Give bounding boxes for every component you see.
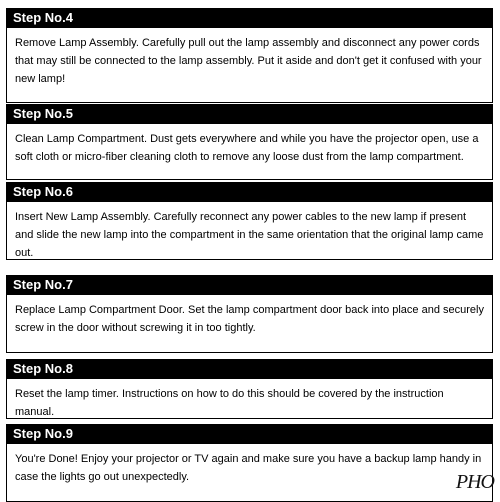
- step-6-text: Insert New Lamp Assembly. Carefully reconnect any power cables to the new lamp if present and slide the new lamp into the compartment in the same orientation that the original lamp came out.: [6, 202, 493, 260]
- brand-logo: PHO: [455, 471, 494, 493]
- step-7: [6, 275, 493, 353]
- step-8-text: Reset the lamp timer. Instructions on how to do this should be covered by the instruction manual.: [6, 379, 493, 419]
- step-6-title: Step No.6: [6, 182, 493, 202]
- step-7-text: Replace Lamp Compartment Door. Set the lamp compartment door back into place and securely screw in the door without screwing it in too tightly.: [6, 295, 493, 353]
- step-9: [6, 424, 493, 502]
- step-9-title: Step No.9: [6, 424, 493, 444]
- step-4-text: Remove Lamp Assembly. Carefully pull out the lamp assembly and disconnect any power cords that may still be connected to the lamp assembly. Put it aside and don't get it confused with your new lamp!: [6, 28, 493, 103]
- step-8-title: Step No.8: [6, 359, 493, 379]
- step-9-text: You're Done! Enjoy your projector or TV again and make sure you have a backup lamp handy in case the lights go out unexpectedly.: [6, 444, 493, 502]
- step-4: [6, 8, 493, 103]
- step-5-text: Clean Lamp Compartment. Dust gets everywhere and while you have the projector open, use a soft cloth or micro-fiber cleaning cloth to remove any loose dust from the lamp compartment.: [6, 124, 493, 180]
- step-5: [6, 104, 493, 180]
- step-7-title: Step No.7: [6, 275, 493, 295]
- step-5-title: Step No.5: [6, 104, 493, 124]
- step-6: [6, 182, 493, 260]
- step-4-title: Step No.4: [6, 8, 493, 28]
- step-8: [6, 359, 493, 419]
